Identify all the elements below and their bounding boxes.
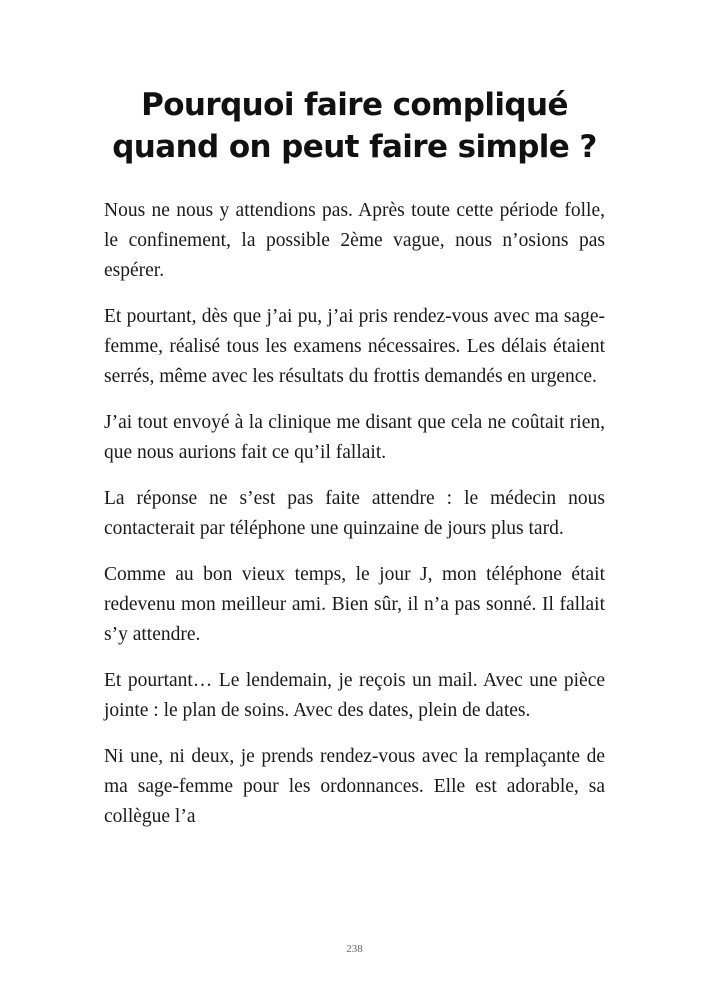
paragraph: La réponse ne s’est pas faite attendre : le médecin nous contacterait par téléphone une quinzaine de jours plus tard. xyxy=(104,488,605,539)
chapter-body xyxy=(104,196,605,848)
chapter-title-line-2: quand on peut faire simple ? xyxy=(112,129,597,165)
paragraph: Et pourtant, dès que j’ai pu, j’ai pris rendez-vous avec ma sage-femme, réalisé tous les examens nécessaires. Les délais étaient serrés, même avec les résultats du frottis demandés en urgence. xyxy=(104,306,605,387)
chapter-title xyxy=(60,84,649,168)
paragraph: J’ai tout envoyé à la clinique me disant que cela ne coûtait rien, que nous aurions fait ce qu’il fallait. xyxy=(104,412,605,463)
paragraph: Nous ne nous y attendions pas. Après toute cette période folle, le confinement, la possible 2ème vague, nous n’osions pas espérer. xyxy=(104,200,605,281)
page-number: 238 xyxy=(346,943,363,955)
paragraph: Ni une, ni deux, je prends rendez-vous avec la remplaçante de ma sage-femme pour les ordonnances. Elle est adorable, sa collègue l’a xyxy=(104,746,605,827)
paragraph: Et pourtant… Le lendemain, je reçois un mail. Avec une pièce jointe : le plan de soins. Avec des dates, plein de dates. xyxy=(104,670,605,721)
chapter-title-line-1: Pourquoi faire compliqué xyxy=(141,87,568,123)
paragraph: Comme au bon vieux temps, le jour J, mon téléphone était redevenu mon meilleur ami. Bien sûr, il n’a pas sonné. Il fallait s’y attendre. xyxy=(104,564,605,645)
